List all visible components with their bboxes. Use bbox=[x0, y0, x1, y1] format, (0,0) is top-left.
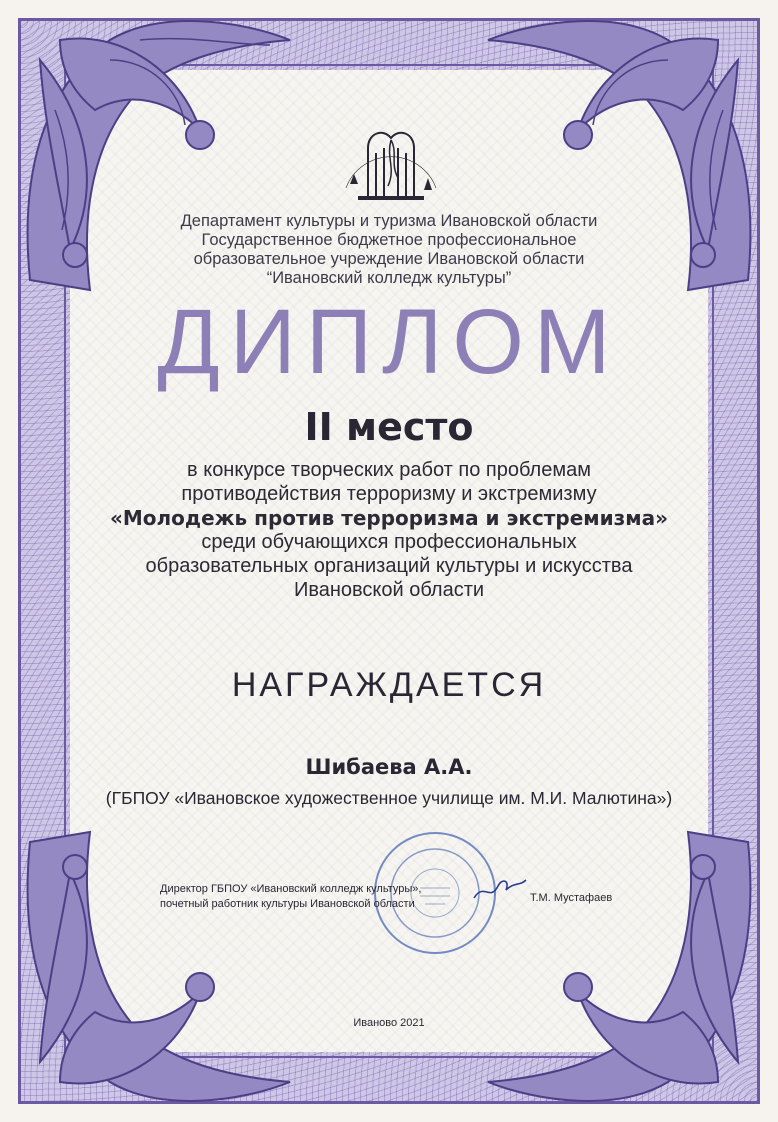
college-logo bbox=[328, 108, 454, 208]
signatory-title bbox=[160, 882, 421, 912]
signatory-title-line: почетный работник культуры Ивановской области bbox=[160, 898, 415, 910]
signatory-title-line: Директор ГБПОУ «Ивановский колледж культуры», bbox=[160, 883, 422, 895]
organization-header bbox=[120, 212, 658, 288]
organization-line: образовательное учреждение Ивановской области bbox=[193, 250, 585, 268]
city-year: Иваново 2021 bbox=[353, 1017, 425, 1029]
description-line: Ивановской области bbox=[293, 579, 485, 601]
award-place: II место bbox=[304, 405, 474, 449]
document-title: ДИПЛОМ bbox=[157, 291, 621, 393]
signature bbox=[470, 872, 530, 906]
awarded-heading: НАГРАЖДАЕТСЯ bbox=[231, 666, 547, 704]
description-line: образовательных организаций культуры и искусства bbox=[145, 555, 633, 577]
description-line: противодействия терроризму и экстремизму bbox=[181, 483, 597, 505]
contest-description bbox=[60, 458, 718, 602]
recipient-organization: (ГБПОУ «Ивановское художественное училище им. М.И. Малютина») bbox=[105, 788, 673, 808]
recipient-name: Шибаева А.А. bbox=[305, 755, 473, 779]
organization-line: “Ивановский колледж культуры” bbox=[266, 269, 512, 287]
organization-line: Департамент культуры и туризма Ивановской области bbox=[180, 212, 598, 230]
signatory-name: Т.М. Мустафаев bbox=[530, 892, 613, 904]
organization-line: Государственное бюджетное профессиональное bbox=[201, 231, 577, 249]
contest-name: «Молодежь против терроризма и экстремизма» bbox=[109, 506, 669, 530]
description-line: среди обучающихся профессиональных bbox=[201, 531, 577, 553]
description-line: в конкурсе творческих работ по проблемам bbox=[187, 459, 591, 481]
